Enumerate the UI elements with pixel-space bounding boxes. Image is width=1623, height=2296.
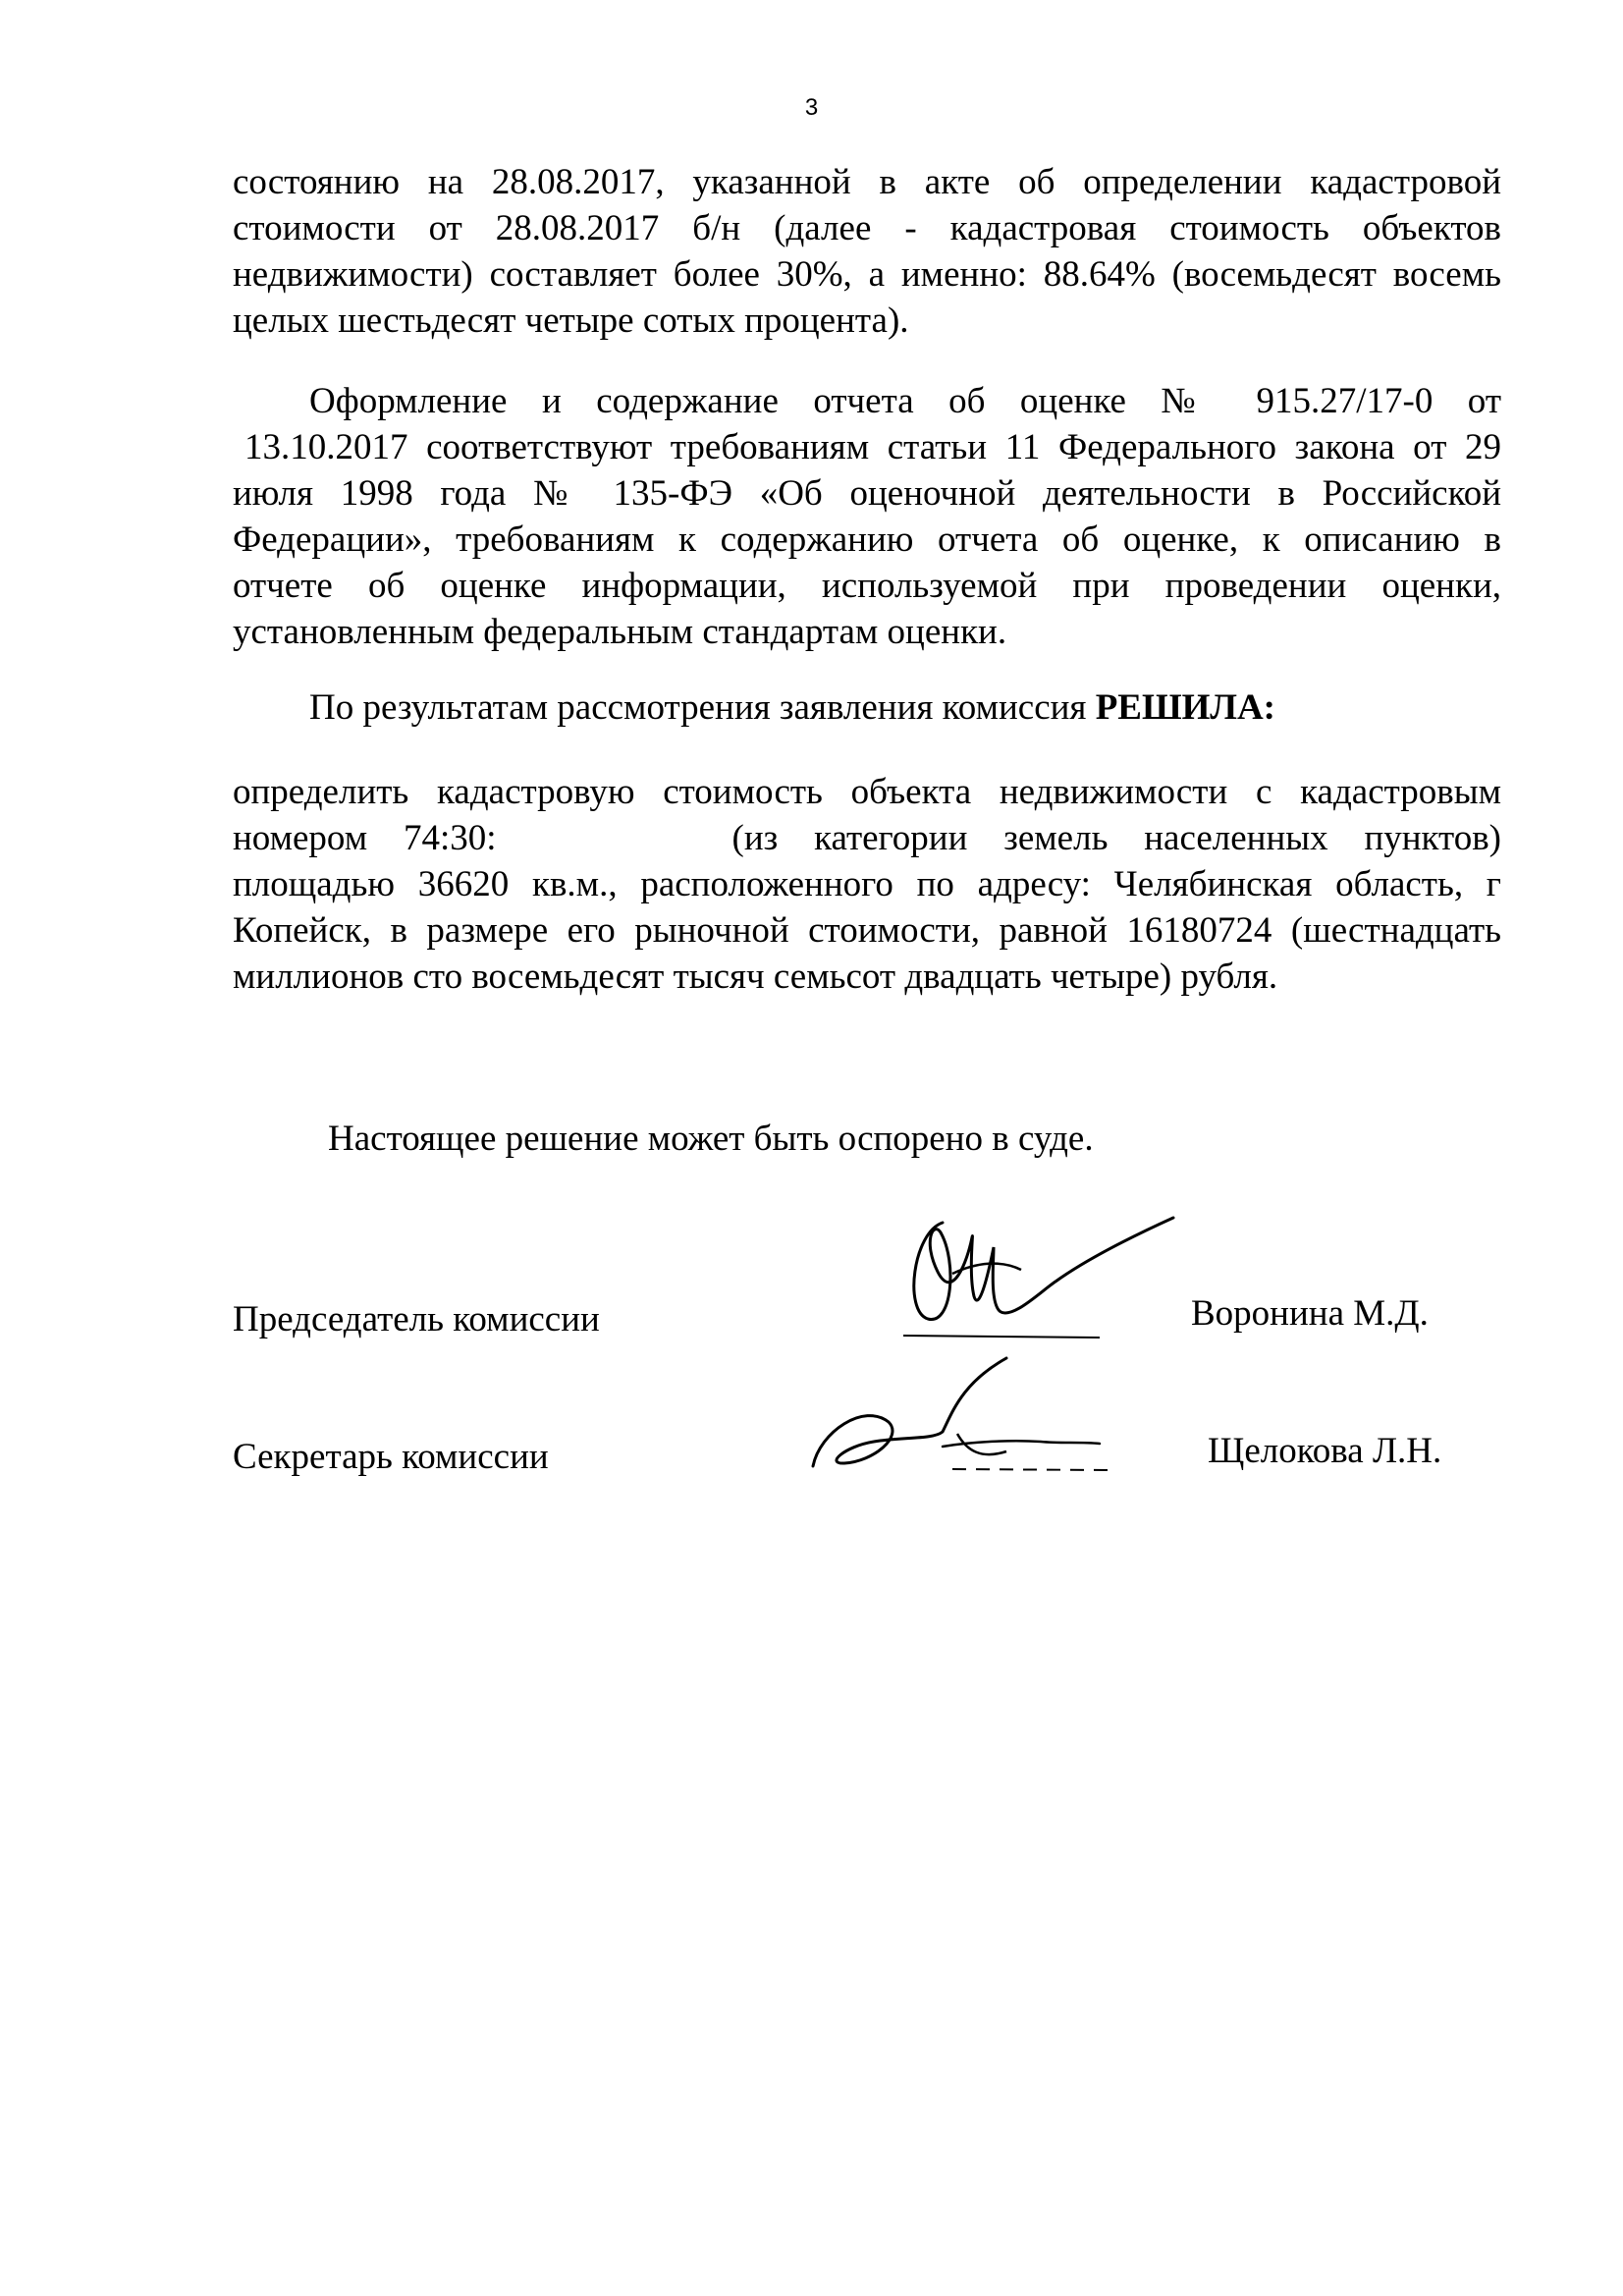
chairman-name: Воронина М.Д.: [1191, 1293, 1429, 1334]
paragraph-decision: [233, 769, 1501, 1000]
text-line: Федерации», требованиям к содержанию отчета об оценке, к описанию в: [233, 519, 1501, 560]
text-line: июля 1998 года № 135-ФЭ «Об оценочной деятельности в Российской: [233, 473, 1501, 514]
chairman-role: Председатель комиссии: [233, 1299, 600, 1339]
text-line: стоимости от 28.08.2017 б/н (далее - кадастровая стоимость объектов: [233, 208, 1501, 248]
decision-heading: [309, 684, 1275, 731]
text-line: Копейск, в размере его рыночной стоимости, равной 16180724 (шестнадцать: [233, 910, 1501, 951]
cadastral-number-label: номером 74:30:: [233, 818, 497, 858]
decision-intro: По результатам рассмотрения заявления комиссия: [309, 687, 1096, 728]
text-line: 13.10.2017 соответствуют требованиям статьи 11 Федерального закона от 29: [244, 427, 1501, 467]
secretary-role: Секретарь комиссии: [233, 1437, 549, 1477]
text-line: целых шестьдесят четыре сотых процента).: [233, 301, 909, 341]
text-line: площадью 36620 кв.м., расположенного по адресу: Челябинская область, г: [233, 864, 1501, 904]
land-category: (из категории земель населенных пунктов): [731, 818, 1502, 858]
secretary-signature: [805, 1353, 1119, 1476]
text-line: Оформление и содержание отчета об оценке № 915.27/17-0 от: [309, 381, 1501, 421]
paragraph-continuation: [233, 159, 1501, 344]
text-line: отчете об оценке информации, используемой при проведении оценки,: [233, 566, 1501, 606]
secretary-name: Щелокова Л.Н.: [1208, 1431, 1442, 1471]
chairman-signature: [884, 1203, 1188, 1345]
text-line-cadastral-number: [233, 815, 1501, 861]
page-number: 3: [804, 94, 819, 121]
text-line: определить кадастровую стоимость объекта недвижимости с кадастровым: [233, 772, 1501, 812]
text-line: установленным федеральным стандартам оценки.: [233, 612, 1007, 652]
appeal-note: Настоящее решение может быть оспорено в суде.: [328, 1119, 1094, 1159]
decision-verdict: РЕШИЛА:: [1095, 687, 1276, 728]
text-line: миллионов сто восемьдесят тысяч семьсот двадцать четыре) рубля.: [233, 957, 1278, 997]
text-line: состоянию на 28.08.2017, указанной в акте об определении кадастровой: [233, 162, 1501, 202]
text-line: недвижимости) составляет более 30%, а именно: 88.64% (восемьдесят восемь: [233, 254, 1501, 295]
paragraph-report-compliance: [233, 378, 1501, 655]
